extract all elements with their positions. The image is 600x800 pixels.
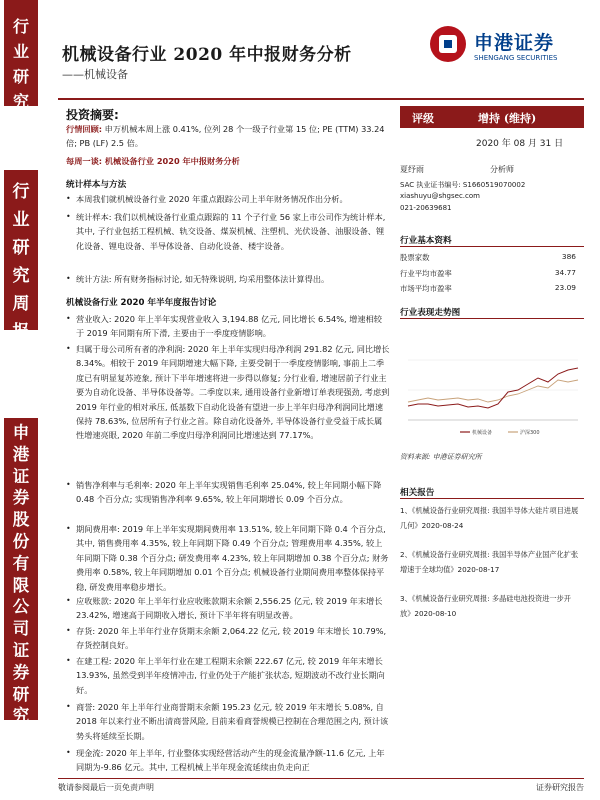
legend-label-hs300: 沪深300	[520, 430, 540, 436]
sidebar-char: 周	[12, 294, 30, 314]
related-report-link[interactable]: 2、《机械设备行业研究周报: 我国半导体产业国产化扩张增速于全球均值》2020-08-17	[400, 550, 579, 574]
company-logo	[430, 26, 590, 70]
market-review-text: 申万机械本周上涨 0.41%, 位列 28 个一级子行业第 15 位; PE (TTM) 33.24 倍; PB (LF) 2.5 倍。	[66, 124, 385, 149]
basics-value: 34.77	[554, 268, 576, 277]
report-date: 2020 年 08 月 31 日	[476, 139, 564, 149]
sidebar-char: 行	[12, 17, 29, 36]
review-section-title: 机械设备行业 2020 年半年度报告讨论	[66, 298, 217, 308]
legend-label-machinery: 机械设备	[472, 430, 493, 436]
bullet-icon: •	[66, 274, 71, 283]
basics-value: 23.09	[554, 283, 576, 292]
basics-value: 386	[561, 252, 576, 261]
report-subtitle: ——机械设备	[62, 68, 128, 81]
sidebar-char: 研	[12, 238, 30, 258]
bullet-icon: •	[66, 748, 71, 757]
sidebar-char: 券	[12, 488, 30, 508]
basics-title: 行业基本资料	[400, 236, 452, 246]
sidebar-block-weekly-report	[4, 170, 38, 342]
finding-item: 销售净利率与毛利率: 2020 年上半年实现销售毛利率 25.04%, 较上年同期小幅下降 0.48 个百分点; 实现销售净利率 9.65%, 较上年同期增长 0.09 个百分点。	[76, 480, 382, 505]
analyst-role: 分析师	[490, 165, 514, 174]
sample-section-title: 统计样本与方法	[66, 180, 127, 190]
related-report-link[interactable]: 1、《机械设备行业研究周报: 我国半导体大硅片项目进展几何》2020-08-24	[400, 506, 579, 530]
rating-label: 评级	[412, 112, 434, 125]
bullet-icon: •	[66, 314, 71, 323]
sidebar-char: 业	[12, 210, 30, 230]
chart-divider	[400, 318, 584, 319]
finding-item: 在建工程: 2020 年上半年行业在建工程期末余额 222.67 亿元, 较 2019 年年末增长 13.93%, 虽然受到半年疫情冲击, 行业仍处于产能扩张状态, 短期波动不改行业长期向好。	[76, 656, 385, 695]
sidebar-char: 告	[12, 749, 30, 769]
page-header	[42, 0, 600, 98]
reports-divider	[400, 498, 584, 499]
sample-paragraph: 本周我们就机械设备行业 2020 年重点跟踪公司上半年财务情况作出分析。	[76, 194, 348, 204]
analyst-email[interactable]: xiashuyu@shgsec.com	[400, 192, 480, 200]
bullet-icon: •	[66, 212, 71, 221]
finding-item: 营业收入: 2020 年上半年实现营业收入 3,194.88 亿元, 同比增长 6.54%, 增速相较于 2019 年同期有所下滑, 主要由于一季度疫情影响。	[76, 314, 382, 339]
sample-paragraph: 统计方法: 所有财务指标讨论, 如无特殊说明, 均采用整体法计算得出。	[76, 274, 330, 284]
sidebar-char: 港	[12, 444, 30, 464]
sidebar-char: 申	[12, 423, 30, 442]
sidebar-char: 有	[12, 553, 30, 573]
performance-chart	[400, 320, 584, 440]
sidebar-char: 研	[12, 684, 30, 704]
sidebar-char: 究	[12, 266, 30, 286]
header-divider	[58, 98, 584, 100]
chart-title: 行业表现走势图	[400, 308, 461, 318]
analyst-name: 夏纾雨	[400, 165, 424, 174]
performance-chart-svg	[400, 320, 584, 440]
bullet-icon: •	[66, 480, 71, 489]
logo-name-en: SHENGANG SECURITIES	[474, 54, 558, 62]
sidebar-block-company	[4, 418, 38, 769]
rating-banner	[400, 106, 584, 128]
rating-value: 增持 (维持)	[478, 112, 537, 125]
sidebar-char: 司	[12, 619, 30, 639]
bullet-icon: •	[66, 596, 71, 605]
sample-paragraph: 统计样本: 我们以机械设备行业重点跟踪的 11 个子行业 56 家上市公司作为统计样本, 其中, 子行业包括工程机械、轨交设备、煤炭机械、注塑机、光伏设备、油服设备、锂化设备、锂电设备、半导体设备、自动化设备、楼宇设备。	[76, 212, 386, 251]
logo-mark-icon	[430, 26, 466, 62]
bullet-icon: •	[66, 194, 71, 203]
sidebar-char: 报	[12, 728, 30, 748]
report-type: 证券研究报告	[536, 783, 584, 792]
logo-name-cn: 申港证券	[474, 32, 555, 54]
basics-label: 行业平均市盈率	[400, 269, 452, 278]
sidebar-char: 报	[12, 322, 30, 342]
sidebar-char: 证	[12, 640, 30, 660]
market-review	[66, 122, 390, 151]
footer-divider	[58, 778, 584, 779]
finding-item: 存货: 2020 年上半年行业存货期末余额 2,064.22 亿元, 较 2019 年末增长 10.79%, 存货控制良好。	[76, 626, 387, 651]
basics-label: 股票家数	[400, 253, 430, 262]
chart-series-hs300	[408, 380, 578, 402]
sidebar-char: 业	[12, 42, 29, 61]
sidebar-char: 券	[12, 662, 30, 682]
finding-item: 归属于母公司所有者的净利润: 2020 年上半年实现归母净利润 291.82 亿元, 同比增长 8.34%。相较于 2019 年同期增速大幅下降, 主要受制于一季度疫情影响, 事前上二季度已有明显复苏迹象, 预计下半年增速将进一步得以修复; 分行业看, 增速居前子行业主要为自动化设备、半导体设备等。二季度以来, 通用设备行业新增订单表现强劲, 考虑到 2019 年行业的相对承压, 低基数下自动化设备有望进一步上半年归母净利润同比增速保持 78.63%, 位居所有子行业之首。除自动化设备外, 半导体设备行业受益于成长属性增速亮眼, 2020 年前二季度归母净利润同比增速达到 77.17%。	[76, 344, 390, 441]
chart-series-machinery	[408, 368, 578, 408]
disclaimer-note: 敬请参阅最后一页免责声明	[58, 783, 154, 792]
bullet-icon: •	[66, 702, 71, 711]
analyst-phone: 021-20639681	[400, 204, 452, 212]
bullet-icon: •	[66, 344, 71, 353]
basics-divider	[400, 246, 584, 247]
sidebar-char: 公	[12, 597, 30, 617]
finding-item: 应收账款: 2020 年上半年行业应收账款期末余额 2,556.25 亿元, 较 2019 年末增长 23.42%, 增速高于同期收入增长, 预计下半年将有明显改善。	[76, 596, 383, 621]
sidebar-char: 行	[12, 182, 30, 202]
sidebar-char: 股	[12, 510, 30, 530]
finding-item: 商誉: 2020 年上半年行业商誉期末余额 195.23 亿元, 较 2019 年末增长 5.08%, 自 2018 年以来行业不断出清商誉风险, 目前来看商誉规模已控制在合理范围之内, 预计该势头将延续至长期。	[76, 702, 389, 741]
sidebar-char: 限	[12, 575, 30, 595]
analyst-sac: SAC 执业证书编号: S1660519070002	[400, 181, 526, 189]
market-review-label: 行情回顾:	[66, 124, 103, 134]
sidebar-char: 份	[12, 531, 30, 551]
sidebar-block-industry-research	[4, 0, 38, 111]
bullet-icon: •	[66, 524, 71, 533]
related-report-link[interactable]: 3、《机械设备行业研究周报: 多晶硅电池投资进一步开放》2020-08-10	[400, 594, 571, 618]
basics-label: 市场平均市盈率	[400, 284, 452, 293]
finding-item: 期间费用率: 2019 年上半年实现期间费用率 13.51%, 较上年同期下降 0.4 个百分点, 其中, 销售费用率 4.35%, 较上年同期下降 0.49 个百分点; 管理费用率 4.35%, 较上年同期下降 0.38 个百分点; 研发费用率 4.23%, 较上年同期增加 0.38 个百分点; 财务费用率 0.58%, 较上年同期增加 0.01 个百分点; 机械设备行业期间费用率整体保持平稳, 研发费用率稳步增长。	[76, 524, 389, 592]
bullet-icon: •	[66, 626, 71, 635]
sidebar-char: 证	[12, 466, 30, 486]
reports-title: 相关报告	[400, 488, 435, 498]
weekly-topic: 每周一谈: 机械设备行业 2020 年中报财务分析	[66, 156, 240, 166]
page-footer	[58, 778, 584, 798]
sidebar	[0, 0, 42, 800]
abstract-heading: 投资摘要:	[66, 108, 119, 122]
sidebar-char: 研	[12, 67, 29, 86]
sidebar-char: 究	[12, 706, 30, 726]
report-title: 机械设备行业 2020 年中报财务分析	[62, 45, 352, 65]
bullet-icon: •	[66, 656, 71, 665]
sidebar-char: 究	[12, 92, 29, 111]
chart-source: 资料来源: 申港证券研究所	[400, 453, 482, 461]
finding-item: 现金流: 2020 年上半年, 行业整体实现经营活动产生的现金流量净额-11.6 亿元, 上年同期为-9.86 亿元。其中, 工程机械上半年现金流延续由负走向正	[76, 748, 385, 773]
